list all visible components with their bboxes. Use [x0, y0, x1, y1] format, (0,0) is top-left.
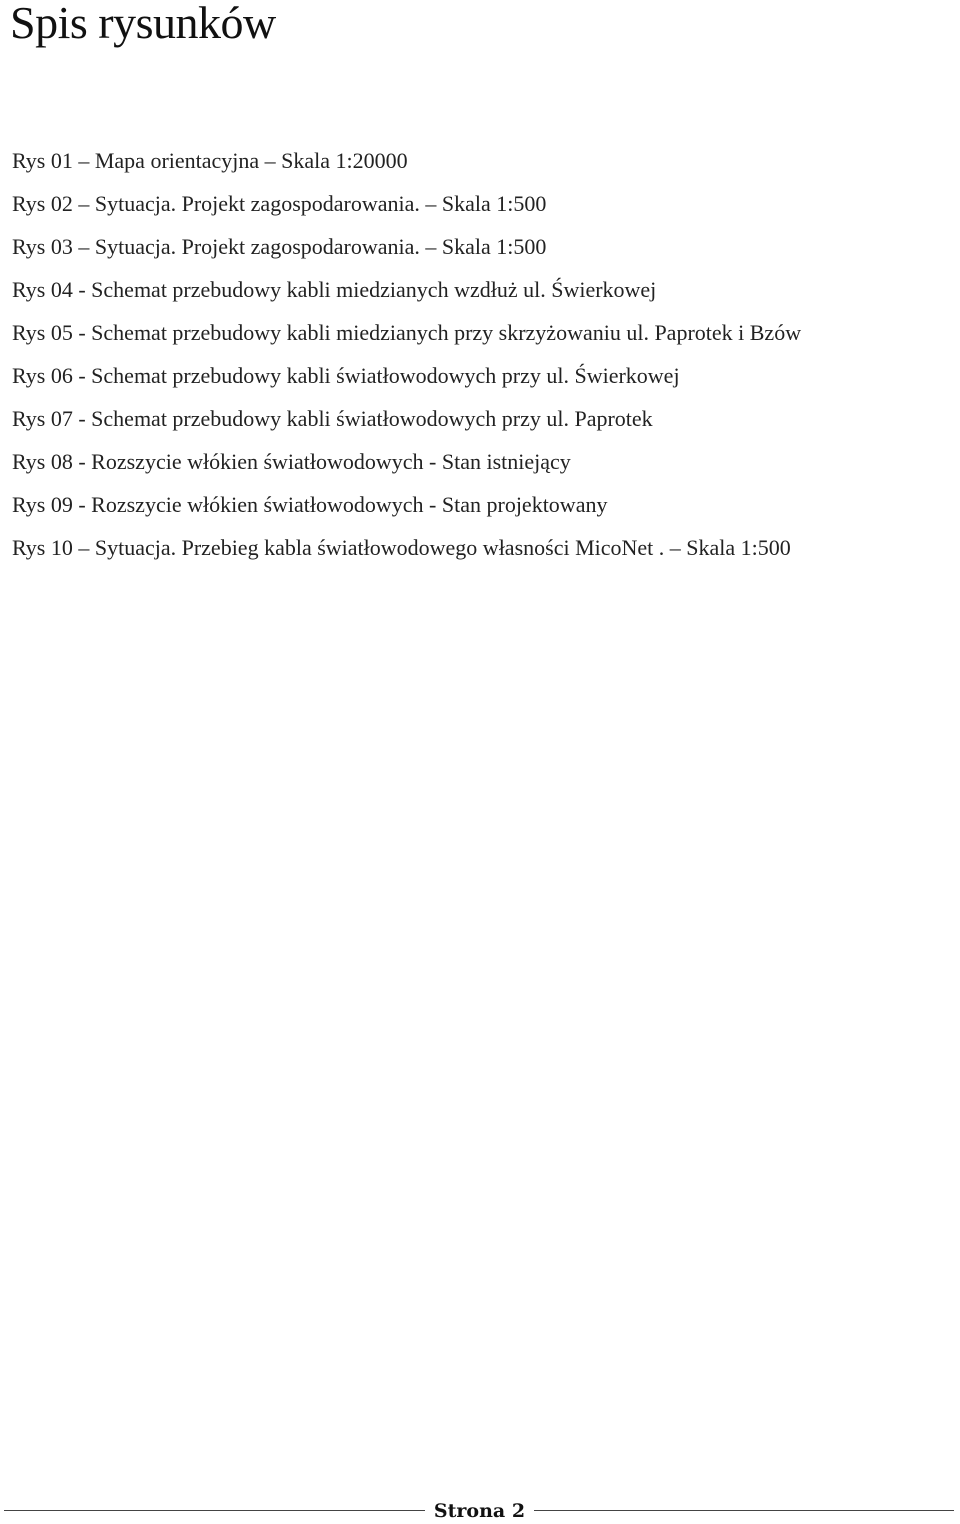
figure-item-03: Rys 03 – Sytuacja. Projekt zagospodarowania. – Skala 1:500 [12, 234, 547, 259]
footer-rule-right [534, 1510, 954, 1511]
figure-item-10: Rys 10 – Sytuacja. Przebieg kabla światłowodowego własności MicoNet . – Skala 1:500 [12, 535, 791, 560]
page-title: Spis rysunków [10, 0, 276, 48]
figure-item-01: Rys 01 – Mapa orientacyjna – Skala 1:20000 [12, 148, 408, 173]
figure-item-09: Rys 09 - Rozszycie włókien światłowodowych - Stan projektowany [12, 492, 608, 517]
figure-item-07: Rys 07 - Schemat przebudowy kabli światłowodowych przy ul. Paprotek [12, 406, 653, 431]
figure-item-05: Rys 05 - Schemat przebudowy kabli miedzianych przy skrzyżowaniu ul. Paprotek i Bzów [12, 320, 802, 345]
figure-item-02: Rys 02 – Sytuacja. Projekt zagospodarowania. – Skala 1:500 [12, 191, 547, 216]
page-number: Strona 2 [433, 1500, 526, 1522]
page-footer [0, 1498, 960, 1524]
figure-item-06: Rys 06 - Schemat przebudowy kabli światłowodowych przy ul. Świerkowej [12, 363, 680, 388]
footer-rule-left [4, 1510, 425, 1511]
figure-list [12, 139, 801, 569]
figure-item-08: Rys 08 - Rozszycie włókien światłowodowych - Stan istniejący [12, 449, 571, 474]
figure-item-04: Rys 04 - Schemat przebudowy kabli miedzianych wzdłuż ul. Świerkowej [12, 277, 657, 302]
